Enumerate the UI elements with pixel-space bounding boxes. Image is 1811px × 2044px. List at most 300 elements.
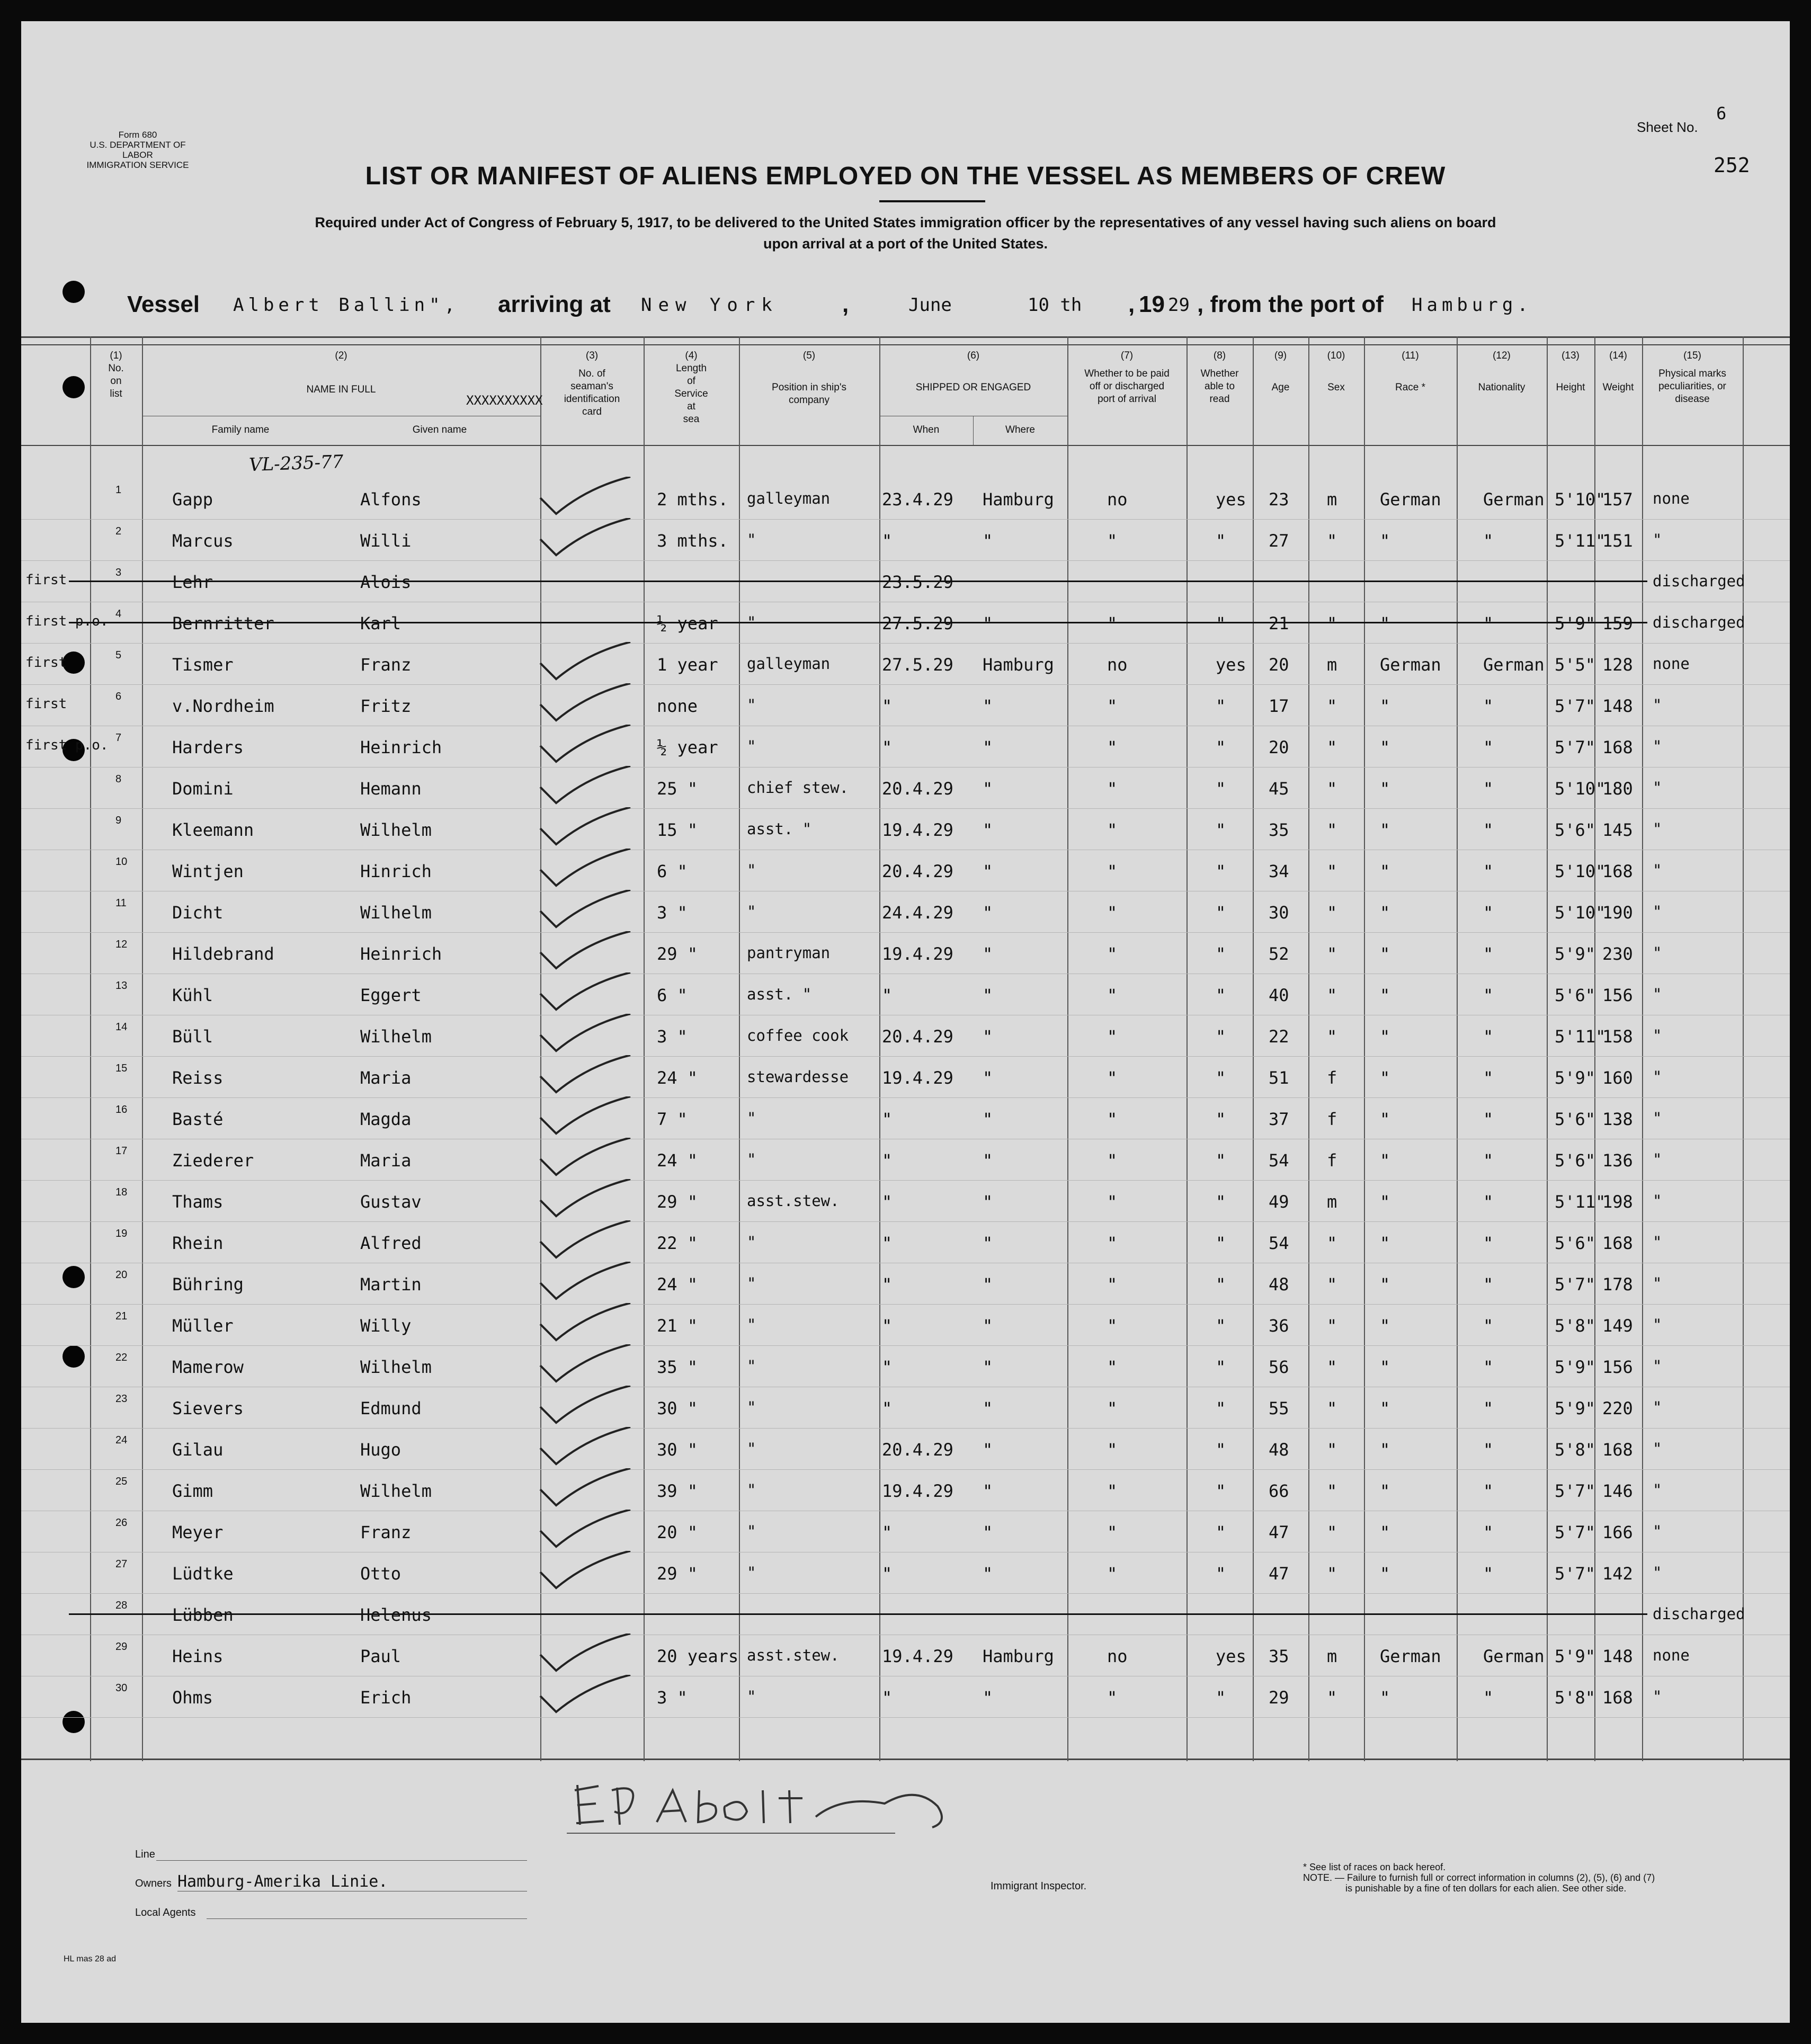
row-height: 5'7" [1555,696,1596,716]
page-title: LIST OR MANIFEST OF ALIENS EMPLOYED ON THE VESSEL AS MEMBERS OF CREW [365,162,1446,190]
row-position: asst. " [747,985,812,1003]
header-position [739,350,879,407]
row-able-to-read: " [1216,1233,1226,1253]
strike-through-line [69,1613,1647,1615]
row-service-length: 1 year [657,655,718,675]
row-paid-off: " [1107,737,1118,757]
row-sex: " [1327,779,1337,799]
row-family-name: Dicht [172,903,224,923]
row-position: " [747,861,756,879]
header-name-in-full [142,350,540,396]
header-text: (2) [335,350,347,361]
row-weight: 148 [1602,1646,1633,1666]
table-row [21,854,1790,895]
header-height [1547,350,1594,394]
row-race: " [1380,613,1390,633]
row-number: 5 [115,649,122,661]
row-age: 55 [1269,1398,1289,1418]
row-physical-marks: " [1653,1357,1662,1375]
row-weight: 168 [1602,861,1633,881]
row-number: 28 [115,1600,128,1611]
vessel-line [127,291,1759,323]
row-weight: 146 [1602,1481,1633,1501]
row-age: 49 [1269,1192,1289,1212]
row-age: 40 [1269,985,1289,1005]
row-sex: " [1327,861,1337,881]
row-able-to-read: " [1216,1109,1226,1129]
row-service-length: 15 " [657,820,698,840]
row-family-name: Heins [172,1646,224,1666]
header-weight [1594,350,1642,394]
header-text: (12) [1493,350,1511,361]
row-number: 16 [115,1104,128,1115]
table-row [21,1474,1790,1515]
row-physical-marks: " [1653,1150,1662,1168]
row-paid-off: " [1107,1440,1118,1460]
row-weight: 145 [1602,820,1633,840]
check-mark-icon [530,1055,636,1097]
row-service-length: 29 " [657,1192,698,1212]
row-physical-marks: " [1653,1688,1662,1706]
row-number: 27 [115,1558,128,1570]
row-nationality: " [1483,531,1494,551]
table-row [21,1680,1790,1721]
row-family-name: Thams [172,1192,224,1212]
subtitle-line-2: upon arrival at a port of the United States. [763,236,1048,252]
row-family-name: Bühring [172,1274,244,1295]
from-label: , from the port of [1197,291,1384,317]
row-engaged-when: 23.5.29 [882,572,953,592]
row-service-length: 20 years [657,1646,739,1666]
row-paid-off: no [1107,1646,1128,1666]
row-race: " [1380,1316,1390,1336]
row-height: 5'6" [1555,1150,1596,1171]
row-family-name: Kühl [172,985,213,1005]
row-engaged-when: " [882,1357,893,1377]
table-row [21,1308,1790,1350]
row-family-name: Marcus [172,531,234,551]
row-age: 23 [1269,489,1289,510]
row-nationality: " [1483,1316,1494,1336]
row-paid-off: " [1107,861,1118,881]
row-number: 14 [115,1021,128,1033]
row-position: " [747,1398,756,1416]
check-mark-icon [530,518,636,560]
row-age: 17 [1269,696,1289,716]
row-given-name: Hinrich [360,861,432,881]
row-engaged-when: " [882,1109,893,1129]
row-able-to-read: yes [1216,1646,1246,1666]
row-number: 12 [115,939,128,950]
arrival-port: New York [641,294,779,316]
row-weight: 160 [1602,1068,1633,1088]
row-physical-marks: " [1653,1027,1662,1045]
row-given-name: Helenus [360,1605,432,1625]
title-underline [879,200,985,202]
row-weight: 166 [1602,1522,1633,1542]
row-engaged-where: " [983,613,993,633]
handwritten-annotation: VL-235-77 [248,451,344,476]
row-given-name: Willy [360,1316,412,1336]
table-row [21,813,1790,854]
row-physical-marks: " [1653,1233,1662,1251]
row-number: 21 [115,1310,128,1322]
row-paid-off: " [1107,1109,1118,1129]
check-mark-icon [530,1344,636,1387]
row-nationality: " [1483,1150,1494,1171]
row-margin-note: first [25,655,67,671]
row-given-name: Heinrich [360,737,442,757]
table-row [21,565,1790,606]
header-text: company [788,395,830,406]
table-row [21,1597,1790,1639]
row-engaged-where: " [983,1274,993,1295]
row-given-name: Hemann [360,779,422,799]
row-height: 5'6" [1555,820,1596,840]
row-paid-off: " [1107,1357,1118,1377]
header-length-of-service [644,350,739,426]
row-physical-marks: " [1653,985,1662,1003]
row-rule [21,1469,1790,1470]
row-physical-marks: " [1653,861,1662,879]
row-engaged-when: " [882,985,893,1005]
row-sex: f [1327,1068,1337,1088]
row-service-length: ½ year [657,737,718,757]
row-sex: m [1327,655,1337,675]
subtitle-line-1: Required under Act of Congress of February 5, 1917, to be delivered to the United States immigration officer by the representatives of any vessel having such aliens on board [315,215,1496,230]
row-family-name: Harders [172,737,244,757]
row-given-name: Alfred [360,1233,422,1253]
row-height: 5'9" [1555,1646,1596,1666]
header-text: No. of [578,368,605,379]
row-service-length: 3 " [657,903,688,923]
row-engaged-where: " [983,903,993,923]
row-given-name: Willi [360,531,412,551]
row-family-name: Ziederer [172,1150,254,1171]
header-id-card [540,350,644,418]
row-weight: 128 [1602,655,1633,675]
row-service-length: 3 " [657,1027,688,1047]
row-sex: " [1327,820,1337,840]
row-engaged-where: " [983,696,993,716]
row-engaged-where: " [983,944,993,964]
row-sex: m [1327,489,1337,510]
table-row [21,1432,1790,1474]
row-service-length: none [657,696,698,716]
row-race: " [1380,737,1390,757]
row-race: " [1380,944,1390,964]
row-weight: 136 [1602,1150,1633,1171]
row-rule [21,1097,1790,1098]
row-service-length: 2 mths. [657,489,728,510]
header-text: (8) [1213,350,1226,361]
check-mark-icon [530,1551,636,1593]
table-row [21,1143,1790,1184]
row-family-name: Hildebrand [172,944,274,964]
row-engaged-where: " [983,779,993,799]
row-engaged-when: 20.4.29 [882,779,953,799]
row-family-name: Lübben [172,1605,234,1625]
check-mark-icon [530,890,636,932]
row-paid-off: " [1107,1688,1118,1708]
arriving-label: arriving at [498,291,611,317]
row-engaged-where: " [983,1233,993,1253]
footer-note [1303,1862,1655,1894]
row-race: " [1380,1440,1390,1460]
row-race: " [1380,1564,1390,1584]
row-able-to-read: " [1216,737,1226,757]
row-able-to-read: " [1216,1398,1226,1418]
row-engaged-when: " [882,531,893,551]
table-row [21,1267,1790,1308]
row-sex: " [1327,944,1337,964]
punch-hole [63,376,85,398]
row-height: 5'9" [1555,1398,1596,1418]
table-row [21,1019,1790,1060]
row-age: 30 [1269,903,1289,923]
row-sex: " [1327,1316,1337,1336]
row-position: asst.stew. [747,1192,840,1210]
row-service-length: 29 " [657,944,698,964]
row-weight: 148 [1602,696,1633,716]
row-nationality: " [1483,1274,1494,1295]
header-age [1253,350,1308,394]
row-nationality: " [1483,1068,1494,1088]
row-paid-off: " [1107,1274,1118,1295]
header-text: (4) [685,350,698,361]
row-race: German [1380,655,1441,675]
row-engaged-when: " [882,1150,893,1171]
header-text: at [687,401,695,412]
row-margin-note: first p.o. [25,737,109,753]
row-nationality: " [1483,903,1494,923]
row-paid-off: " [1107,1233,1118,1253]
row-position: " [747,1233,756,1251]
header-text: NAME IN FULL [306,384,376,395]
header-when: When [913,424,940,435]
row-rule [21,1593,1790,1594]
row-position: " [747,531,756,549]
row-rule [21,519,1790,520]
table-row [21,895,1790,936]
row-sex: " [1327,696,1337,716]
row-weight: 142 [1602,1564,1633,1584]
header-text: (15) [1683,350,1701,361]
row-number: 4 [115,608,122,620]
row-able-to-read: " [1216,696,1226,716]
row-engaged-when: 27.5.29 [882,655,953,675]
header-text: (14) [1609,350,1627,361]
row-position: " [747,1564,756,1582]
row-engaged-where: " [983,1027,993,1047]
check-mark-icon [530,766,636,808]
row-position: " [747,696,756,714]
check-mark-icon [530,725,636,767]
row-engaged-where: " [983,1440,993,1460]
row-engaged-where: " [983,1688,993,1708]
row-race: " [1380,903,1390,923]
row-age: 21 [1269,613,1289,633]
row-physical-marks: " [1653,1192,1662,1210]
header-text: Sex [1327,382,1345,393]
row-weight: 157 [1602,489,1633,510]
row-engaged-where: " [983,1564,993,1584]
row-nationality: " [1483,1192,1494,1212]
row-given-name: Martin [360,1274,422,1295]
row-position: " [747,1522,756,1540]
check-mark-icon [530,1510,636,1552]
header-no-on-list [90,350,142,400]
row-race: German [1380,1646,1441,1666]
row-weight: 168 [1602,1440,1633,1460]
table-row [21,1391,1790,1432]
row-engaged-where: " [983,1192,993,1212]
header-able-to-read [1186,350,1253,406]
row-weight: 168 [1602,1233,1633,1253]
row-height: 5'9" [1555,613,1596,633]
header-shipped-engaged [879,350,1067,394]
row-engaged-when: " [882,1192,893,1212]
line-field-rule [156,1860,527,1861]
row-number: 6 [115,691,122,702]
header-text: (9) [1274,350,1287,361]
row-engaged-where: " [983,1357,993,1377]
row-family-name: Gilau [172,1440,224,1460]
row-able-to-read: " [1216,779,1226,799]
row-family-name: Gimm [172,1481,213,1501]
row-sex: f [1327,1109,1337,1129]
header-text: Whether to be paid [1084,368,1170,379]
row-engaged-when: " [882,1522,893,1542]
row-able-to-read: " [1216,820,1226,840]
row-position: chief stew. [747,779,849,797]
row-race: " [1380,779,1390,799]
row-nationality: " [1483,1481,1494,1501]
header-text: on [110,376,122,387]
row-engaged-when: 20.4.29 [882,1027,953,1047]
row-weight: 178 [1602,1274,1633,1295]
row-able-to-read: " [1216,861,1226,881]
punch-hole [63,281,85,303]
table-row [21,1556,1790,1597]
row-engaged-when: 23.4.29 [882,489,953,510]
table-row [21,482,1790,523]
header-text: card [582,406,602,417]
check-mark-icon [530,1014,636,1056]
header-text: Weight [1602,382,1634,393]
row-nationality: " [1483,696,1494,716]
row-weight: 168 [1602,737,1633,757]
row-family-name: Basté [172,1109,224,1129]
row-height: 5'11" [1555,531,1606,551]
form-number: Form 680 [118,130,157,140]
row-engaged-where: Hamburg [983,1646,1054,1666]
row-race: " [1380,820,1390,840]
row-number: 10 [115,856,128,868]
row-race: " [1380,1688,1390,1708]
row-race: " [1380,1274,1390,1295]
row-given-name: Paul [360,1646,402,1666]
row-paid-off: " [1107,1027,1118,1047]
row-physical-marks: none [1653,1646,1690,1664]
row-sex: " [1327,1233,1337,1253]
row-family-name: Lüdtke [172,1564,234,1584]
row-number: 11 [115,897,127,909]
row-weight: 168 [1602,1688,1633,1708]
header-paid-off [1067,350,1186,406]
row-nationality: " [1483,1398,1494,1418]
row-family-name: Müller [172,1316,234,1336]
print-code: HL mas 28 ad [64,1954,117,1963]
row-given-name: Maria [360,1068,412,1088]
row-sex: " [1327,1027,1337,1047]
row-race: German [1380,489,1441,510]
row-paid-off: no [1107,655,1128,675]
row-able-to-read: " [1216,903,1226,923]
row-physical-marks: none [1653,489,1690,507]
row-position: " [747,903,756,921]
row-paid-off: " [1107,944,1118,964]
row-weight: 151 [1602,531,1633,551]
check-mark-icon [530,1386,636,1428]
row-paid-off: " [1107,1068,1118,1088]
header-text: Height [1556,382,1585,393]
header-text: disease [1675,394,1710,405]
row-family-name: Bernritter [172,613,274,633]
check-mark-icon [530,1634,636,1676]
row-height: 5'10" [1555,489,1606,510]
row-able-to-read: " [1216,1481,1226,1501]
header-text: (13) [1562,350,1580,361]
table-row [21,936,1790,978]
check-mark-icon [530,1220,636,1263]
row-number: 1 [115,484,122,496]
row-number: 19 [115,1228,128,1239]
row-number: 7 [115,732,122,744]
row-service-length: 3 " [657,1688,688,1708]
row-given-name: Fritz [360,696,412,716]
check-mark-icon [530,972,636,1015]
row-number: 13 [115,980,128,992]
header-text: (7) [1120,350,1134,361]
row-physical-marks: discharged [1653,1605,1745,1623]
row-number: 25 [115,1476,128,1487]
row-age: 66 [1269,1481,1289,1501]
row-height: 5'11" [1555,1192,1606,1212]
row-physical-marks: " [1653,531,1662,549]
row-nationality: " [1483,1522,1494,1542]
row-engaged-when: " [882,737,893,757]
row-physical-marks: " [1653,696,1662,714]
row-race: " [1380,1357,1390,1377]
row-age: 52 [1269,944,1289,964]
row-nationality: " [1483,1109,1494,1129]
row-number: 3 [115,567,122,578]
row-number: 20 [115,1269,128,1281]
row-service-length: 24 " [657,1150,698,1171]
row-physical-marks: discharged [1653,572,1745,590]
inspector-label: Immigrant Inspector. [991,1880,1087,1892]
row-sex: " [1327,1440,1337,1460]
row-sex: " [1327,1522,1337,1542]
note-fine-1: NOTE. — Failure to furnish full or correct information in columns (2), (5), (6) and (7) [1303,1872,1655,1883]
header-text: Length [675,363,707,374]
vessel-name: Albert Ballin", [233,294,460,316]
row-position: " [747,1481,756,1499]
header-nationality [1457,350,1547,394]
row-family-name: Kleemann [172,820,254,840]
row-sex: m [1327,1646,1337,1666]
